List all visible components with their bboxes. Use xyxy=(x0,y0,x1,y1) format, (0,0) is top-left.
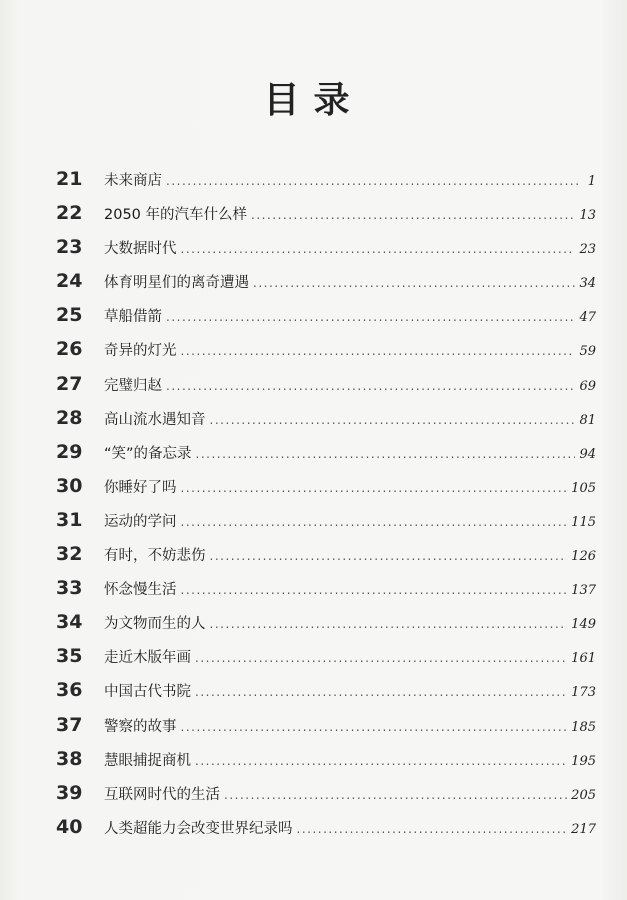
toc-entry[interactable] xyxy=(56,748,596,782)
page-number: 23 xyxy=(579,242,596,258)
chapter-number: 29 xyxy=(56,440,83,463)
chapter-number: 22 xyxy=(56,202,83,225)
chapter-title: 有时，不妨悲伤 xyxy=(104,548,206,565)
chapter-number: 33 xyxy=(56,577,83,600)
page-number: 1 xyxy=(587,174,596,189)
dot-leader xyxy=(224,788,567,802)
chapter-number: 31 xyxy=(56,508,83,531)
dot-leader xyxy=(253,276,575,290)
toc-entry[interactable] xyxy=(56,168,596,202)
chapter-title: 为文物而生的人 xyxy=(104,616,206,633)
page-number: 105 xyxy=(571,480,596,496)
toc-entry[interactable] xyxy=(56,816,596,850)
page-number: 205 xyxy=(571,787,596,803)
toc-entry[interactable] xyxy=(56,202,596,236)
page-number: 195 xyxy=(571,753,596,769)
chapter-title: 体育明星们的离奇遭遇 xyxy=(104,275,249,292)
chapter-title: 中国古代书院 xyxy=(104,684,191,701)
toc-entry[interactable] xyxy=(56,270,596,304)
dot-leader xyxy=(251,208,575,222)
page-number: 59 xyxy=(579,344,596,360)
dot-leader xyxy=(166,310,575,324)
page-number: 173 xyxy=(571,685,596,701)
page-number: 185 xyxy=(571,719,596,735)
chapter-number: 28 xyxy=(56,406,83,429)
toc-entry[interactable] xyxy=(56,782,596,816)
dot-leader xyxy=(210,549,568,563)
table-of-contents xyxy=(56,168,596,850)
toc-entry[interactable] xyxy=(56,475,596,509)
chapter-title: 走近木版年画 xyxy=(104,650,191,667)
chapter-title: 你睡好了吗 xyxy=(104,479,177,496)
page-number: 149 xyxy=(571,617,596,633)
page-number: 137 xyxy=(571,583,596,599)
page-number: 126 xyxy=(571,549,596,565)
chapter-title: 互联网时代的生活 xyxy=(104,786,220,803)
chapter-number: 37 xyxy=(56,713,83,736)
toc-entry[interactable] xyxy=(56,236,596,270)
chapter-number: 27 xyxy=(56,372,83,395)
page-number: 217 xyxy=(571,821,596,837)
page-number: 161 xyxy=(571,651,596,667)
toc-entry[interactable] xyxy=(56,645,596,679)
dot-leader xyxy=(181,242,576,256)
chapter-number: 23 xyxy=(56,236,83,259)
chapter-title: 高山流水遇知音 xyxy=(104,411,206,428)
dot-leader xyxy=(196,447,576,461)
chapter-title: 未来商店 xyxy=(104,173,162,189)
toc-entry[interactable] xyxy=(56,304,596,338)
chapter-number: 35 xyxy=(56,645,83,668)
chapter-title: 完璧归赵 xyxy=(104,377,162,394)
chapter-number: 26 xyxy=(56,338,83,361)
page-number: 13 xyxy=(579,208,596,224)
chapter-number: 25 xyxy=(56,304,83,327)
toc-entry[interactable] xyxy=(56,441,596,475)
chapter-number: 21 xyxy=(56,168,83,190)
page-number: 69 xyxy=(579,378,596,394)
toc-entry[interactable] xyxy=(56,714,596,748)
page-number: 115 xyxy=(571,514,596,530)
toc-entry[interactable] xyxy=(56,543,596,577)
page-number: 94 xyxy=(579,446,596,462)
dot-leader xyxy=(166,379,575,393)
dot-leader xyxy=(166,174,580,188)
chapter-title: 怀念慢生活 xyxy=(104,582,177,599)
chapter-number: 34 xyxy=(56,611,83,634)
dot-leader xyxy=(195,685,567,699)
dot-leader xyxy=(181,583,568,597)
dot-leader xyxy=(181,481,568,495)
dot-leader xyxy=(181,720,568,734)
dot-leader xyxy=(195,754,567,768)
toc-entry[interactable] xyxy=(56,407,596,441)
chapter-title: 运动的学问 xyxy=(104,513,177,530)
toc-entry[interactable] xyxy=(56,509,596,543)
toc-entry[interactable] xyxy=(56,679,596,713)
dot-leader xyxy=(181,515,568,529)
page-number: 81 xyxy=(579,412,596,428)
chapter-title: 2050 年的汽车什么样 xyxy=(104,207,248,224)
chapter-title: 大数据时代 xyxy=(104,241,177,258)
dot-leader xyxy=(297,822,568,836)
chapter-title: 警察的故事 xyxy=(104,718,177,735)
page-number: 34 xyxy=(579,276,596,292)
chapter-number: 39 xyxy=(56,781,83,804)
chapter-number: 32 xyxy=(56,543,83,566)
page-title: 目录 xyxy=(263,80,364,121)
dot-leader xyxy=(210,413,576,427)
page-number: 47 xyxy=(579,310,596,326)
chapter-title: 草船借箭 xyxy=(104,309,162,326)
dot-leader xyxy=(210,617,568,631)
chapter-number: 36 xyxy=(56,679,83,702)
toc-entry[interactable] xyxy=(56,338,596,372)
chapter-number: 24 xyxy=(56,270,83,293)
toc-entry[interactable] xyxy=(56,611,596,645)
toc-entry[interactable] xyxy=(56,373,596,407)
chapter-title: 人类超能力会改变世界纪录吗 xyxy=(104,820,293,837)
chapter-number: 40 xyxy=(56,815,83,838)
chapter-title: 奇异的灯光 xyxy=(104,343,177,360)
dot-leader xyxy=(181,344,576,358)
chapter-number: 38 xyxy=(56,747,83,770)
chapter-title: 慧眼捕捉商机 xyxy=(104,752,191,769)
chapter-title: “笑”的备忘录 xyxy=(104,445,192,462)
dot-leader xyxy=(195,651,567,665)
chapter-number: 30 xyxy=(56,474,83,497)
toc-entry[interactable] xyxy=(56,577,596,611)
